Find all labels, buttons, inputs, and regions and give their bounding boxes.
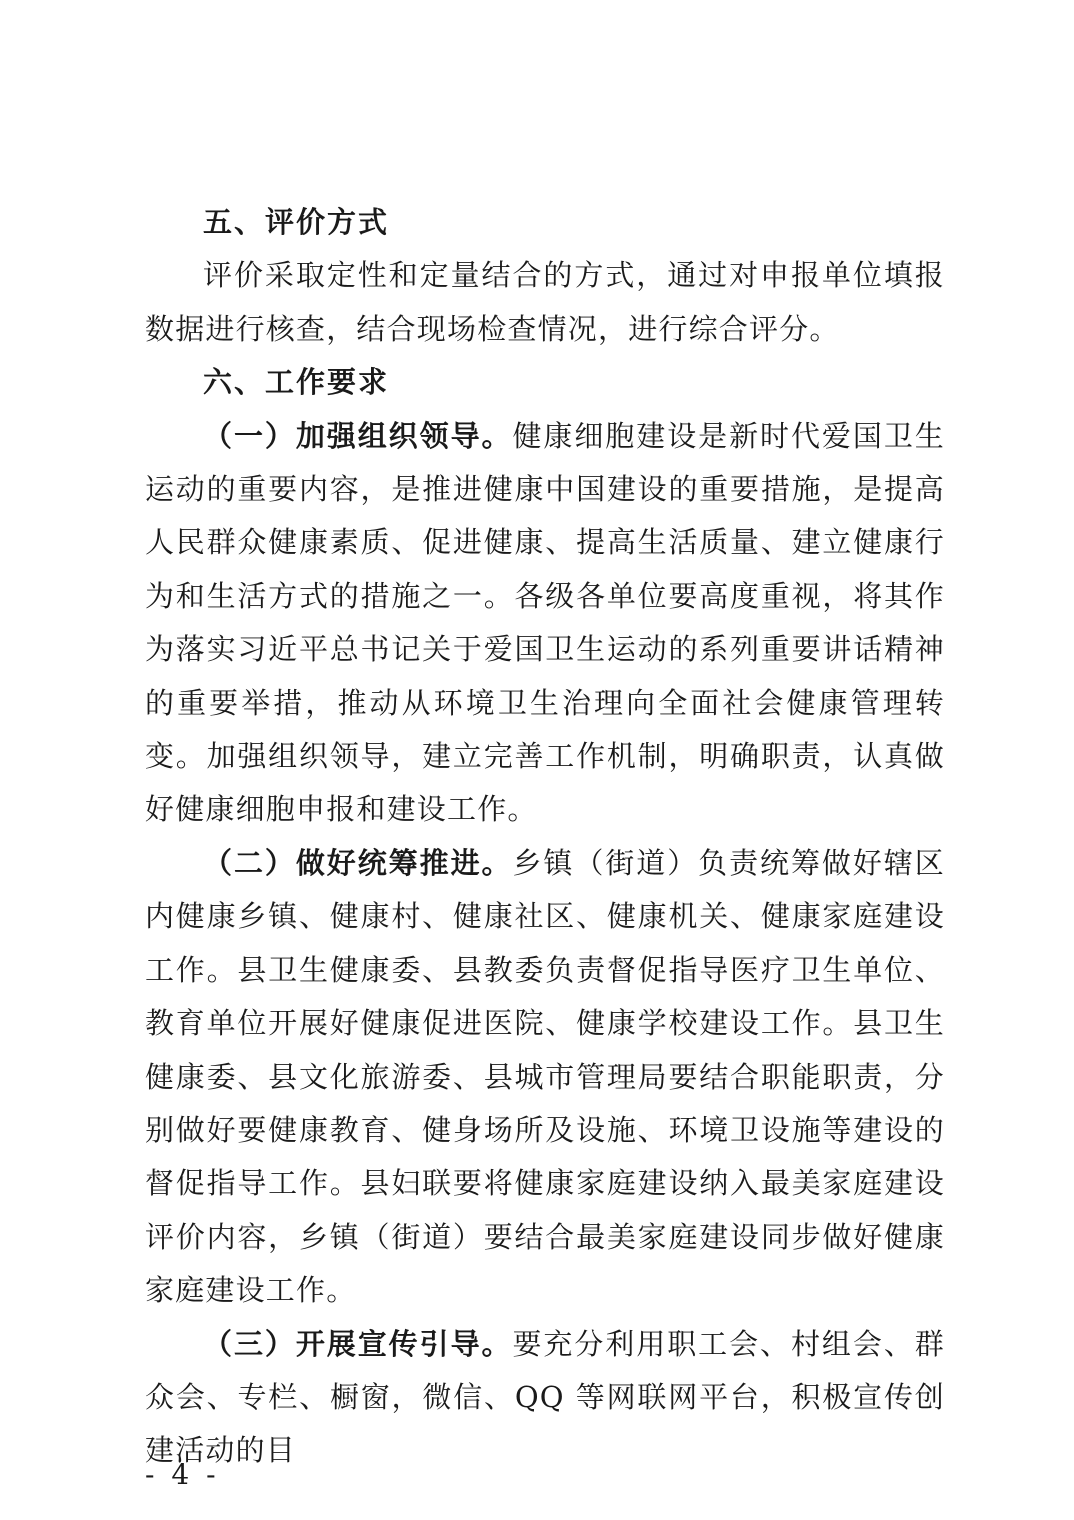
paragraph-body-3: 要充分利用职工会、村组会、群众会、专栏、橱窗，微信、QQ 等网联网平台，积极宣传创建活动的目 [145,1326,945,1468]
paragraph-evaluation: 评价采取定性和定量结合的方式，通过对申报单位填报数据进行核查，结合现场检查情况，进行综合评分。 [145,258,945,346]
paragraph-organization-leadership [145,410,945,837]
paragraph-lead-2: （二）做好统筹推进。 [203,845,513,880]
paragraph-lead-3: （三）开展宣传引导。 [203,1326,513,1361]
paragraph-publicity [145,1318,945,1478]
document-body [145,196,945,1478]
section-heading-requirements: 六、工作要求 [203,365,390,400]
paragraph-lead-1: （一）加强组织领导。 [203,418,513,453]
page-number: - 4 - [145,1458,220,1491]
paragraph-body-1: 健康细胞建设是新时代爱国卫生运动的重要内容，是推进健康中国建设的重要措施，是提高人民群众健康素质、促进健康、提高生活质量、建立健康行为和生活方式的措施之一。各级各单位要高度重视，将其作为落实习近平总书记关于爱国卫生运动的系列重要讲话精神的重要举措，推动从环境卫生治理向全面社会健康管理转变。加强组织领导，建立完善工作机制，明确职责，认真做好健康细胞申报和建设工作。 [145,418,945,827]
paragraph-body-2: 乡镇（街道）负责统筹做好辖区内健康乡镇、健康村、健康社区、健康机关、健康家庭建设工作。县卫生健康委、县教委负责督促指导医疗卫生单位、教育单位开展好健康促进医院、健康学校建设工作。县卫生健康委、县文化旅游委、县城市管理局要结合职能职责，分别做好要健康教育、健身场所及设施、环境卫设施等建设的督促指导工作。县妇联要将健康家庭建设纳入最美家庭建设评价内容，乡镇（街道）要结合最美家庭建设同步做好健康家庭建设工作。 [145,845,945,1308]
section-heading-evaluation: 五、评价方式 [203,205,390,239]
paragraph-coordination [145,837,945,1318]
